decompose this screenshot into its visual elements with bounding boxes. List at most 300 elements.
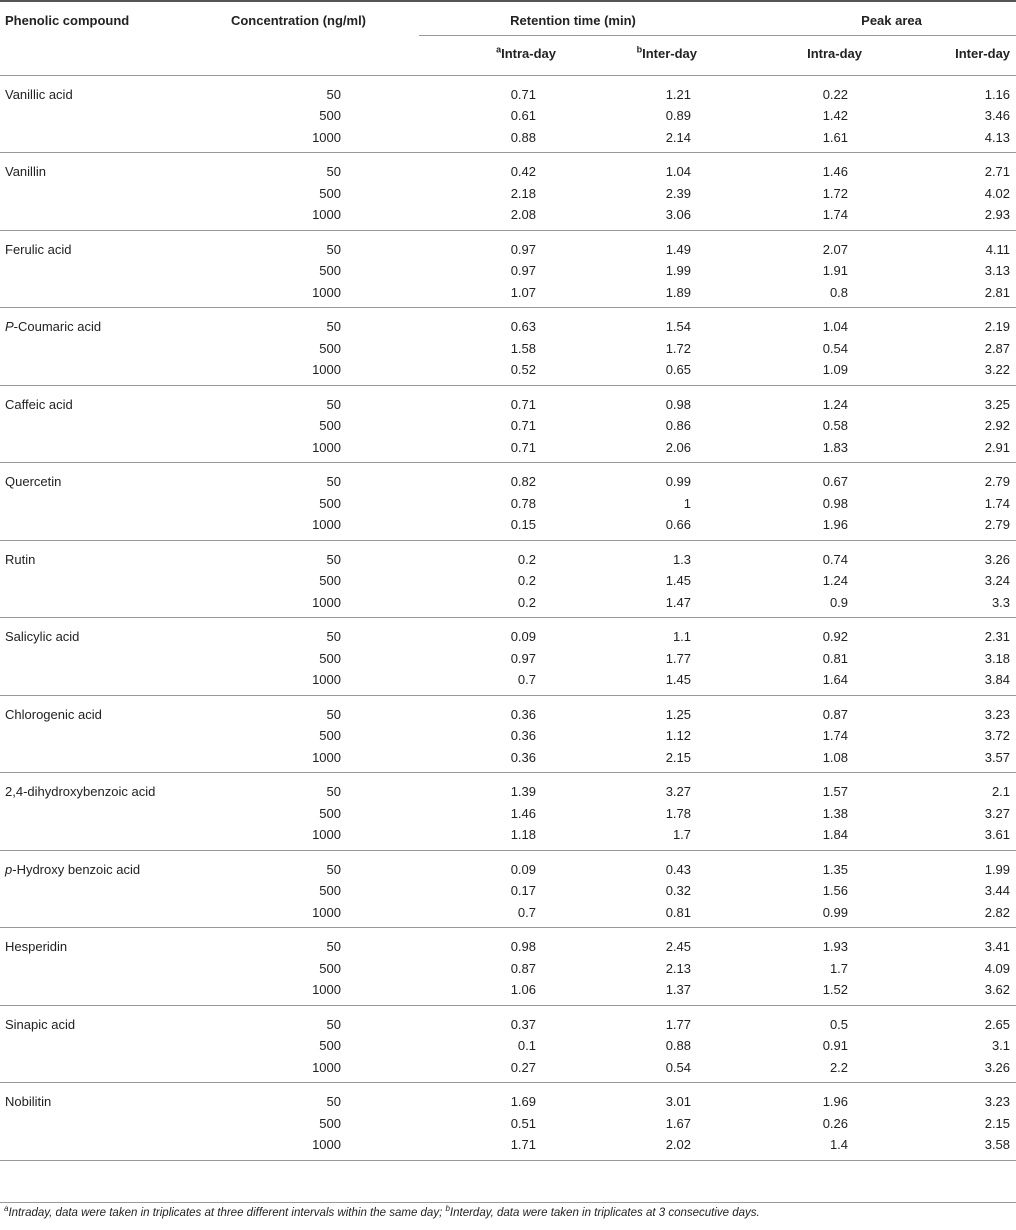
footnote-marker-a: a (496, 44, 502, 55)
pa-inter-cell: 2.79 (984, 474, 1011, 489)
header-pa-intra: Intra-day (727, 35, 872, 75)
pa-intra-cell: 0.54 (822, 340, 849, 356)
rt-intra-cell: 1.18 (419, 824, 566, 850)
compound-name-cell (0, 153, 218, 183)
table-row (0, 230, 1016, 260)
pa-inter-cell: 3.41 (984, 939, 1011, 954)
rt-intra-cell: 0.36 (510, 706, 536, 722)
pa-intra-cell: 0.22 (822, 86, 849, 102)
rt-inter-cell: 1.37 (566, 979, 727, 1005)
rt-inter-cell: 1.25 (665, 706, 692, 722)
compound-name: Vanillic acid (5, 86, 73, 102)
rt-inter-cell: 1.47 (566, 592, 727, 618)
rt-intra-cell: 0.15 (419, 514, 566, 540)
compound-name-cell (0, 308, 218, 338)
rt-inter-cell: 0.98 (665, 396, 692, 412)
rt-intra-cell: 0.97 (510, 650, 536, 666)
pa-inter-cell: 1.16 (984, 86, 1011, 102)
table-row (0, 514, 1016, 540)
pa-inter-cell: 3.18 (984, 650, 1011, 666)
pa-intra-cell: 1.56 (822, 883, 849, 898)
concentration-cell: 500 (319, 185, 341, 201)
footnote-a-text: Intraday, data were taken in triplicates at three different intervals within the same day; (8, 1207, 446, 1219)
concentration-cell: 500 (319, 960, 341, 976)
pa-intra-cell: 1.08 (727, 747, 872, 773)
concentration-cell: 1000 (218, 824, 419, 850)
rt-intra-cell: 0.52 (419, 359, 566, 385)
rt-inter-cell: 1.77 (665, 1016, 692, 1032)
rt-inter-cell: 0.86 (665, 418, 692, 433)
rt-intra-cell: 0.27 (419, 1057, 566, 1083)
concentration-cell: 1000 (218, 1057, 419, 1083)
rt-intra-cell: 0.7 (419, 669, 566, 695)
table-footnote (4, 1204, 760, 1219)
pa-intra-cell: 1.04 (822, 319, 849, 334)
rt-intra-cell: 0.97 (510, 263, 536, 278)
table-row (0, 824, 1016, 850)
table-row (0, 928, 1016, 958)
concentration-cell: 1000 (218, 359, 419, 385)
concentration-cell: 1000 (218, 902, 419, 928)
pa-inter-cell: 2.65 (984, 1016, 1011, 1032)
compound-name-cell (0, 592, 218, 618)
compound-name-cell (0, 437, 218, 463)
concentration-cell: 50 (326, 629, 341, 644)
pa-intra-cell: 1.83 (727, 437, 872, 463)
compound-name-cell (0, 1057, 218, 1083)
rt-intra-cell: 0.42 (510, 164, 536, 179)
rt-intra-cell: 0.97 (510, 241, 536, 257)
compound-name-cell (0, 1083, 218, 1113)
concentration-cell: 50 (326, 1016, 341, 1032)
rt-intra-cell: 0.71 (510, 396, 536, 412)
table-row (0, 880, 1016, 902)
concentration-cell: 1000 (218, 514, 419, 540)
pa-inter-cell: 2.31 (984, 629, 1011, 644)
pa-intra-cell: 0.74 (822, 551, 849, 567)
compound-name-cell (0, 1005, 218, 1035)
compound-name-cell (0, 773, 218, 803)
pa-inter-cell: 4.09 (984, 960, 1011, 976)
compound-name-cell (0, 127, 218, 153)
table-row (0, 493, 1016, 515)
table-header (0, 1, 1016, 75)
header-compound: Phenolic compound (0, 1, 218, 35)
pa-inter-cell: 1.99 (984, 861, 1011, 877)
concentration-cell: 500 (319, 418, 341, 433)
compound-name-cell (0, 359, 218, 385)
compound-name-cell (0, 514, 218, 540)
rt-inter-cell: 1.54 (665, 319, 692, 334)
pa-inter-cell: 3.26 (984, 551, 1011, 567)
compound-name: Caffeic acid (5, 396, 73, 412)
pa-inter-cell: 3.72 (984, 728, 1011, 743)
compound-name-cell (0, 803, 218, 825)
concentration-cell: 500 (319, 805, 341, 821)
pa-inter-cell: 3.62 (872, 979, 1016, 1005)
pa-intra-cell: 1.24 (822, 573, 849, 588)
rt-intra-cell: 0.17 (510, 883, 536, 898)
table-row (0, 463, 1016, 493)
compound-name-cell (0, 928, 218, 958)
compound-name-cell (0, 183, 218, 205)
concentration-cell: 500 (319, 340, 341, 356)
table-row (0, 803, 1016, 825)
concentration-cell: 500 (319, 263, 341, 278)
table-row (0, 437, 1016, 463)
compound-name-cell (0, 338, 218, 360)
pa-intra-cell: 0.58 (822, 418, 849, 433)
table-row (0, 570, 1016, 592)
rt-intra-cell: 0.37 (510, 1016, 536, 1032)
rt-inter-cell: 0.66 (566, 514, 727, 540)
rt-inter-cell: 0.65 (566, 359, 727, 385)
compound-name: -Coumaric acid (13, 319, 102, 334)
pa-intra-cell: 1.93 (822, 939, 849, 954)
rt-inter-cell: 0.99 (665, 474, 692, 489)
rt-inter-cell: 1.67 (665, 1115, 692, 1131)
concentration-cell: 500 (319, 728, 341, 743)
concentration-cell: 1000 (218, 592, 419, 618)
pa-inter-cell: 2.93 (872, 204, 1016, 230)
pa-intra-cell: 1.7 (829, 960, 849, 976)
concentration-cell: 50 (326, 474, 341, 489)
pa-intra-cell: 1.74 (727, 204, 872, 230)
pa-intra-cell: 1.96 (822, 1094, 849, 1109)
compound-name-cell (0, 850, 218, 880)
pa-intra-cell: 1.24 (822, 396, 849, 412)
table-bottom-rule (0, 1202, 1016, 1203)
compound-name-cell (0, 1134, 218, 1160)
pa-intra-cell: 1.91 (822, 263, 849, 278)
concentration-cell: 1000 (218, 747, 419, 773)
pa-inter-cell: 3.46 (984, 108, 1011, 123)
pa-intra-cell: 1.57 (822, 784, 849, 799)
pa-inter-cell: 2.91 (872, 437, 1016, 463)
compound-name-cell (0, 105, 218, 127)
pa-inter-cell: 3.44 (984, 883, 1011, 898)
pa-inter-cell: 4.02 (984, 185, 1011, 201)
concentration-cell: 1000 (218, 282, 419, 308)
rt-intra-cell: 0.36 (510, 728, 536, 743)
rt-intra-cell: 1.69 (510, 1094, 536, 1109)
header-pa-inter: Inter-day (872, 35, 1016, 75)
rt-inter-cell: 0.32 (665, 883, 692, 898)
pa-inter-cell: 3.23 (984, 706, 1011, 722)
table-row (0, 105, 1016, 127)
concentration-cell: 50 (326, 164, 341, 179)
table-row (0, 592, 1016, 618)
table-row (0, 540, 1016, 570)
rt-intra-cell: 0.51 (510, 1115, 536, 1131)
rt-inter-cell: 1.89 (566, 282, 727, 308)
rt-inter-cell: 1 (683, 495, 692, 511)
pa-inter-cell: 3.27 (984, 805, 1011, 821)
header-rt-intra-label: Intra-day (501, 45, 556, 61)
header-rt-inter-label: Inter-day (642, 45, 698, 61)
rt-intra-cell: 1.39 (510, 784, 536, 799)
table-row (0, 979, 1016, 1005)
pa-inter-cell: 2.1 (991, 784, 1011, 799)
pa-inter-cell: 4.13 (872, 127, 1016, 153)
table-row (0, 958, 1016, 980)
pa-inter-cell: 3.61 (872, 824, 1016, 850)
pa-inter-cell: 2.79 (872, 514, 1016, 540)
rt-inter-cell: 2.06 (566, 437, 727, 463)
pa-intra-cell: 0.99 (727, 902, 872, 928)
table-row (0, 359, 1016, 385)
table-row (0, 773, 1016, 803)
table-row (0, 260, 1016, 282)
concentration-cell: 50 (326, 706, 341, 722)
rt-intra-cell: 0.98 (510, 939, 536, 954)
rt-inter-cell: 1.3 (672, 551, 692, 567)
table-row (0, 1134, 1016, 1160)
compound-name-cell (0, 669, 218, 695)
pa-inter-cell: 1.74 (984, 495, 1011, 511)
concentration-cell: 50 (326, 551, 341, 567)
rt-inter-cell: 0.88 (665, 1038, 692, 1053)
pa-intra-cell: 0.5 (829, 1016, 849, 1032)
pa-intra-cell: 1.96 (727, 514, 872, 540)
rt-intra-cell: 0.71 (510, 86, 536, 102)
concentration-cell: 50 (326, 784, 341, 799)
pa-intra-cell: 0.87 (822, 706, 849, 722)
pa-inter-cell: 3.26 (872, 1057, 1016, 1083)
rt-intra-cell: 0.88 (419, 127, 566, 153)
pa-inter-cell: 3.3 (872, 592, 1016, 618)
table-row (0, 695, 1016, 725)
rt-intra-cell: 0.2 (419, 592, 566, 618)
table-row (0, 204, 1016, 230)
compound-name: 2,4-dihydroxybenzoic acid (5, 784, 156, 799)
pa-intra-cell: 0.9 (727, 592, 872, 618)
rt-inter-cell: 1.45 (665, 573, 692, 588)
rt-intra-cell: 0.78 (510, 495, 536, 511)
rt-inter-cell: 0.89 (665, 108, 692, 123)
compound-name-cell (0, 618, 218, 648)
table-row (0, 153, 1016, 183)
table-row (0, 1005, 1016, 1035)
rt-inter-cell: 1.45 (566, 669, 727, 695)
compound-name-cell (0, 902, 218, 928)
compound-name: Chlorogenic acid (5, 706, 102, 722)
pa-inter-cell: 3.22 (872, 359, 1016, 385)
concentration-cell: 1000 (218, 127, 419, 153)
pa-intra-cell: 2.07 (822, 241, 849, 257)
rt-intra-cell: 1.07 (419, 282, 566, 308)
rt-intra-cell: 0.82 (510, 474, 536, 489)
header-blank-2 (218, 35, 419, 75)
concentration-cell: 50 (326, 86, 341, 102)
rt-inter-cell: 1.12 (665, 728, 692, 743)
pa-inter-cell: 3.1 (991, 1038, 1011, 1053)
rt-inter-cell: 2.39 (665, 185, 692, 201)
pa-inter-cell: 2.92 (984, 418, 1011, 433)
table-row (0, 338, 1016, 360)
rt-inter-cell: 1.78 (665, 805, 692, 821)
rt-intra-cell: 0.09 (510, 629, 536, 644)
rt-intra-cell: 0.63 (510, 319, 536, 334)
pa-intra-cell: 0.8 (727, 282, 872, 308)
pa-intra-cell: 1.35 (822, 861, 849, 877)
table-row (0, 747, 1016, 773)
concentration-cell: 1000 (218, 979, 419, 1005)
pa-inter-cell: 2.82 (872, 902, 1016, 928)
compound-name-cell (0, 230, 218, 260)
rt-inter-cell: 1.49 (665, 241, 692, 257)
concentration-cell: 1000 (218, 1134, 419, 1160)
rt-inter-cell: 1.72 (665, 340, 692, 356)
table-row (0, 1057, 1016, 1083)
rt-intra-cell: 0.1 (517, 1038, 536, 1053)
concentration-cell: 500 (319, 108, 341, 123)
rt-intra-cell: 0.2 (517, 551, 536, 567)
footnote-marker-b: b (636, 44, 643, 55)
compound-name-cell (0, 880, 218, 902)
concentration-cell: 50 (326, 939, 341, 954)
compound-name-cell (0, 385, 218, 415)
compound-name: -Hydroxy benzoic acid (12, 861, 141, 877)
compound-name-cell (0, 1035, 218, 1057)
concentration-cell: 50 (326, 1094, 341, 1109)
pa-intra-cell: 0.26 (822, 1115, 849, 1131)
rt-intra-cell: 0.61 (510, 108, 536, 123)
rt-intra-cell: 1.46 (510, 805, 536, 821)
pa-inter-cell: 3.84 (872, 669, 1016, 695)
table-body (0, 75, 1016, 1160)
compound-name-cell (0, 648, 218, 670)
concentration-cell: 500 (319, 1038, 341, 1053)
header-peak-area: Peak area (727, 1, 1016, 35)
pa-inter-cell: 2.71 (984, 164, 1011, 179)
compound-name: Quercetin (5, 474, 62, 489)
footnote-a-marker: a (4, 1204, 9, 1214)
pa-intra-cell: 0.91 (822, 1038, 849, 1053)
table-row (0, 282, 1016, 308)
rt-inter-cell: 1.99 (665, 263, 692, 278)
compound-name: Hesperidin (5, 939, 68, 954)
concentration-cell: 50 (326, 861, 341, 877)
table-row (0, 725, 1016, 747)
compound-prefix: p (5, 861, 13, 877)
pa-intra-cell: 1.09 (727, 359, 872, 385)
compound-name-cell (0, 958, 218, 980)
rt-intra-cell: 2.18 (510, 185, 536, 201)
pa-inter-cell: 2.87 (984, 340, 1011, 356)
concentration-cell: 1000 (218, 204, 419, 230)
pa-intra-cell: 1.52 (727, 979, 872, 1005)
table-row (0, 75, 1016, 105)
header-retention-time: Retention time (min) (419, 1, 727, 35)
pa-inter-cell: 3.25 (984, 396, 1011, 412)
footnote-b-marker: b (445, 1204, 450, 1214)
rt-inter-cell: 1.1 (672, 629, 692, 644)
concentration-cell: 1000 (218, 437, 419, 463)
rt-intra-cell: 1.71 (419, 1134, 566, 1160)
concentration-cell: 500 (319, 495, 341, 511)
compound-name-cell (0, 75, 218, 105)
compound-name-cell (0, 1113, 218, 1135)
pa-intra-cell: 1.74 (822, 728, 849, 743)
table-row (0, 1113, 1016, 1135)
header-rt-inter (566, 35, 727, 75)
compound-name-cell (0, 463, 218, 493)
pa-inter-cell: 4.11 (985, 241, 1011, 257)
table-row (0, 127, 1016, 153)
pa-inter-cell: 3.13 (984, 263, 1011, 278)
pa-inter-cell: 3.58 (872, 1134, 1016, 1160)
pa-intra-cell: 1.84 (727, 824, 872, 850)
pa-intra-cell: 1.46 (822, 164, 849, 179)
rt-inter-cell: 2.15 (566, 747, 727, 773)
compound-name-cell (0, 540, 218, 570)
compound-name-cell (0, 204, 218, 230)
pa-intra-cell: 1.4 (727, 1134, 872, 1160)
header-rt-intra (419, 35, 566, 75)
compound-name-cell (0, 415, 218, 437)
rt-inter-cell: 1.7 (566, 824, 727, 850)
concentration-cell: 50 (326, 241, 341, 257)
pa-intra-cell: 1.64 (727, 669, 872, 695)
footnote-b-text: Interday, data were taken in triplicates at 3 consecutive days. (449, 1207, 760, 1219)
concentration-cell: 50 (326, 319, 341, 334)
pa-intra-cell: 1.38 (822, 805, 849, 821)
rt-inter-cell: 1.77 (665, 650, 692, 666)
rt-intra-cell: 0.87 (510, 960, 536, 976)
pa-intra-cell: 2.2 (727, 1057, 872, 1083)
pa-intra-cell: 1.72 (822, 185, 849, 201)
rt-inter-cell: 2.13 (665, 960, 692, 976)
rt-intra-cell: 0.71 (419, 437, 566, 463)
rt-inter-cell: 0.81 (566, 902, 727, 928)
pa-inter-cell: 2.15 (984, 1115, 1011, 1131)
rt-inter-cell: 2.45 (665, 939, 692, 954)
compound-name: Salicylic acid (5, 629, 80, 644)
table-row (0, 415, 1016, 437)
rt-inter-cell: 3.01 (665, 1094, 692, 1109)
compound-name: Nobilitin (5, 1094, 52, 1109)
compound-name-cell (0, 824, 218, 850)
rt-intra-cell: 2.08 (419, 204, 566, 230)
header-blank-1 (0, 35, 218, 75)
compound-name-cell (0, 979, 218, 1005)
compound-name-cell (0, 260, 218, 282)
table-row (0, 1035, 1016, 1057)
rt-inter-cell: 1.21 (665, 86, 692, 102)
compound-prefix: P (5, 319, 14, 334)
table-row (0, 385, 1016, 415)
compound-name-cell (0, 493, 218, 515)
rt-intra-cell: 0.09 (510, 861, 536, 877)
compound-name: Rutin (5, 551, 36, 567)
rt-intra-cell: 0.36 (419, 747, 566, 773)
pa-intra-cell: 0.67 (822, 474, 849, 489)
pa-inter-cell: 2.19 (984, 319, 1011, 334)
rt-intra-cell: 0.71 (510, 418, 536, 433)
header-concentration: Concentration (ng/ml) (218, 1, 419, 35)
rt-intra-cell: 1.58 (510, 340, 536, 356)
table-row (0, 648, 1016, 670)
pa-inter-cell: 3.57 (872, 747, 1016, 773)
table-row (0, 183, 1016, 205)
compound-name: Ferulic acid (5, 241, 72, 257)
rt-inter-cell: 2.14 (566, 127, 727, 153)
pa-inter-cell: 3.24 (984, 573, 1011, 588)
pa-intra-cell: 0.81 (822, 650, 849, 666)
rt-intra-cell: 1.06 (419, 979, 566, 1005)
pa-intra-cell: 1.61 (727, 127, 872, 153)
